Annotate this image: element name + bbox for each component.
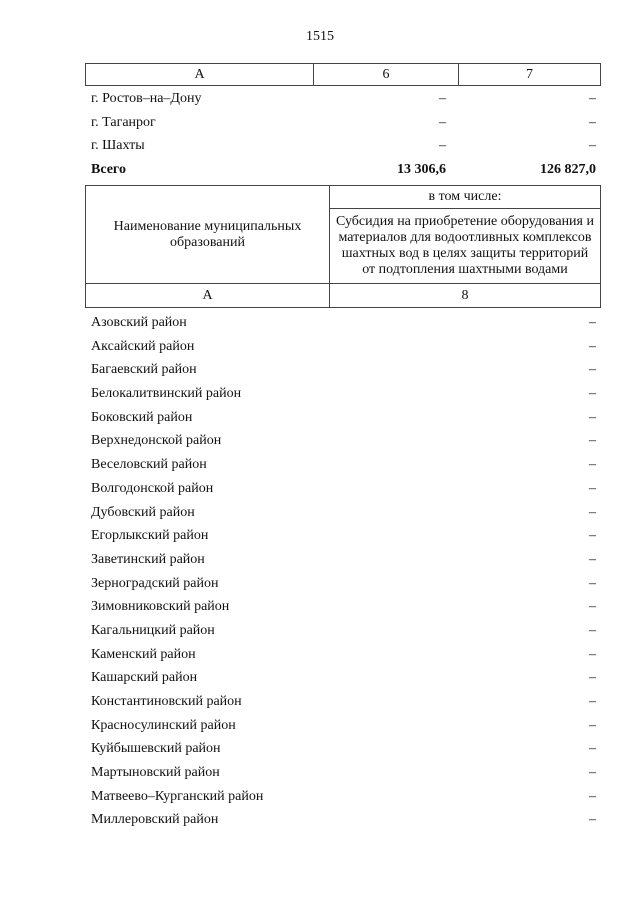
district-value: –	[589, 788, 596, 804]
col-number-a: А	[86, 284, 330, 308]
row-value: –	[589, 114, 596, 130]
table-row	[91, 111, 596, 135]
district-value: –	[589, 480, 596, 496]
district-name: Матвеево–Курганский район	[91, 788, 264, 804]
district-value: –	[589, 599, 596, 615]
page-number: 1515	[306, 29, 334, 44]
district-value: –	[589, 528, 596, 544]
table1-body	[91, 87, 596, 182]
in-total-header: в том числе:	[330, 186, 601, 209]
row-value: –	[589, 91, 596, 106]
district-name: Багаевский район	[91, 362, 197, 378]
total-row	[91, 158, 596, 182]
row-name: г. Ростов–на–Дону	[91, 91, 202, 106]
district-name: Веселовский район	[91, 457, 207, 473]
district-name: Волгодонской район	[91, 480, 214, 496]
district-value: –	[589, 433, 596, 449]
district-name: Каменский район	[91, 646, 196, 662]
district-value: –	[589, 551, 596, 567]
district-name: Миллеровский район	[91, 812, 219, 828]
table-row	[91, 785, 596, 809]
row-value: –	[589, 138, 596, 154]
district-value: –	[589, 741, 596, 757]
table-row	[91, 477, 596, 501]
table-row	[91, 690, 596, 714]
district-value: –	[589, 457, 596, 473]
district-value: –	[589, 717, 596, 733]
table-row	[91, 761, 596, 785]
table-row	[91, 548, 596, 572]
district-value: –	[589, 504, 596, 520]
table-row	[91, 429, 596, 453]
row-name: г. Шахты	[91, 138, 145, 154]
district-value: –	[589, 338, 596, 354]
district-name: Мартыновский район	[91, 765, 220, 781]
district-value: –	[589, 575, 596, 591]
subsidy-header: Субсидия на приобретение оборудования и материалов для водоотливных комплексов шахтных вод в целях защиты территорий от подтопления шахтными водами	[330, 209, 601, 284]
district-value: –	[589, 622, 596, 638]
district-value: –	[589, 362, 596, 378]
district-value: –	[589, 386, 596, 402]
table-row	[91, 453, 596, 477]
table-row	[91, 737, 596, 761]
table-row	[91, 643, 596, 667]
table-row	[91, 382, 596, 406]
table2-body	[91, 311, 596, 832]
table-row	[91, 619, 596, 643]
table-row	[91, 808, 596, 832]
table-header-1	[85, 63, 601, 86]
district-name: Кашарский район	[91, 670, 198, 686]
district-name: Белокалитвинский район	[91, 386, 242, 402]
district-name: Боковский район	[91, 409, 193, 425]
district-name: Константиновский район	[91, 694, 242, 709]
col-header-7: 7	[459, 64, 601, 86]
district-name: Верхнедонской район	[91, 433, 222, 449]
table-row	[91, 595, 596, 619]
district-value: –	[589, 765, 596, 781]
row-value: –	[439, 114, 446, 130]
total-value-6: 13 306,6	[397, 162, 446, 178]
district-name: Азовский район	[91, 315, 187, 330]
table-row	[91, 311, 596, 335]
table-row	[91, 714, 596, 738]
total-label: Всего	[91, 162, 126, 178]
table-row	[91, 87, 596, 111]
district-value: –	[589, 315, 596, 330]
district-name: Зимовниковский район	[91, 599, 230, 615]
row-name: г. Таганрог	[91, 114, 156, 130]
district-value: –	[589, 670, 596, 686]
total-value-7: 126 827,0	[540, 162, 596, 178]
col-number-8: 8	[330, 284, 601, 308]
table-row	[91, 572, 596, 596]
table-row	[91, 134, 596, 158]
district-value: –	[589, 812, 596, 828]
table-row	[91, 406, 596, 430]
district-value: –	[589, 409, 596, 425]
table-row	[91, 358, 596, 382]
district-name: Заветинский район	[91, 551, 205, 567]
table-row	[91, 666, 596, 690]
table-row	[91, 335, 596, 359]
col-header-name: Наименование муниципальных образований	[86, 186, 330, 284]
table-header-2	[85, 185, 601, 308]
row-value: –	[439, 138, 446, 154]
table-row	[91, 524, 596, 548]
col-header-6: 6	[314, 64, 459, 86]
table-row	[91, 501, 596, 525]
district-name: Егорлыкский район	[91, 528, 209, 544]
district-name: Кагальницкий район	[91, 622, 215, 638]
district-name: Дубовский район	[91, 504, 195, 520]
district-name: Куйбышевский район	[91, 741, 221, 757]
row-value: –	[439, 91, 446, 106]
district-value: –	[589, 694, 596, 709]
col-header-a: А	[86, 64, 314, 86]
district-name: Красносулинский район	[91, 717, 236, 733]
district-value: –	[589, 646, 596, 662]
district-name: Аксайский район	[91, 338, 195, 354]
district-name: Зерноградский район	[91, 575, 219, 591]
